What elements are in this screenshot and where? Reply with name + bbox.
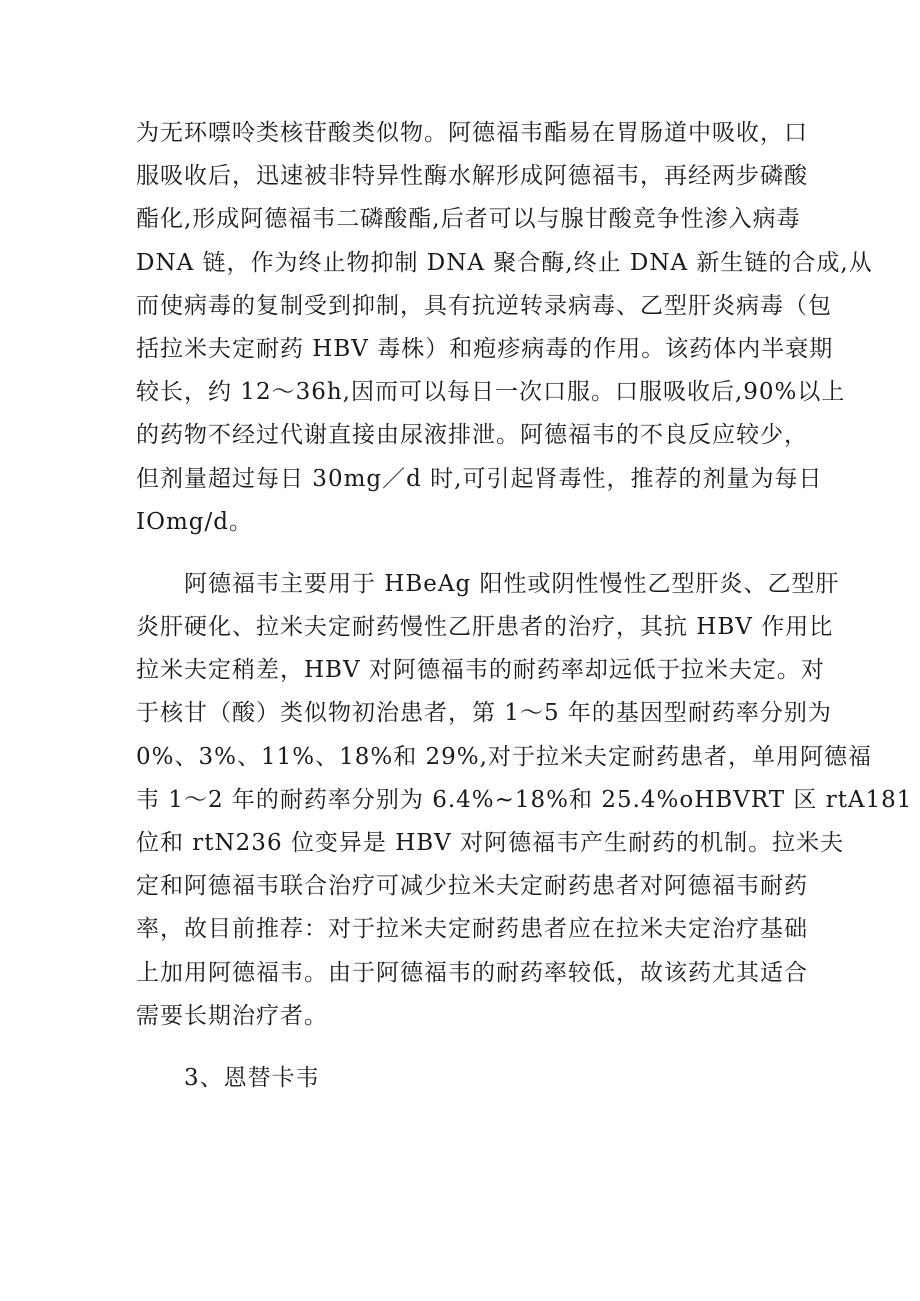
text-line: 位和 rtN236 位变异是 HBV 对阿德福韦产生耐药的机制。拉米夫 bbox=[136, 830, 845, 856]
text-line: 阿德福韦主要用于 HBeAg 阳性或阴性慢性乙型肝炎、乙型肝 bbox=[184, 570, 840, 597]
text-line: DNA 链，作为终止物抑制 DNA 聚合酶,终止 DNA 新生链的合成,从 bbox=[136, 249, 873, 276]
paragraph-spacer bbox=[136, 1038, 788, 1057]
text-line: 但剂量超过每日 30mg／d 时,可引起肾毒性，推荐的剂量为每日 bbox=[136, 465, 823, 492]
text-line: 率，故目前推荐：对于拉米夫定耐药患者应在拉米夫定治疗基础 bbox=[136, 916, 808, 943]
text-line: 上加用阿德福韦。由于阿德福韦的耐药率较低，故该药尤其适合 bbox=[136, 959, 808, 986]
text-line: 0%、3%、11%、18%和 29%,对于拉米夫定耐药患者，单用阿德福 bbox=[136, 743, 872, 770]
text-line: 服吸收后，迅速被非特异性酶水解形成阿德福韦，再经两步磷酸 bbox=[136, 163, 808, 190]
paragraph-spacer bbox=[136, 544, 788, 563]
text-line: 而使病毒的复制受到抑制，具有抗逆转录病毒、乙型肝炎病毒（包 bbox=[136, 292, 832, 319]
document-body bbox=[136, 112, 913, 1100]
text-line: 酯化,形成阿德福韦二磷酸酯,后者可以与腺甘酸竞争性渗入病毒 bbox=[136, 206, 801, 233]
section-heading: 3、恩替卡韦 bbox=[184, 1064, 320, 1091]
text-line: 为无环嘌呤类核苷酸类似物。阿德福韦酯易在胃肠道中吸收，口 bbox=[136, 120, 808, 146]
text-line: 括拉米夫定耐药 HBV 毒株）和疱疹病毒的作用。该药体内半衰期 bbox=[136, 335, 834, 362]
text-line: 炎肝硬化、拉米夫定耐药慢性乙肝患者的治疗，其抗 HBV 作用比 bbox=[136, 614, 834, 641]
paragraph-adefovir-pharmacology bbox=[136, 112, 873, 544]
text-line: 需要长期治疗者。 bbox=[136, 1002, 328, 1029]
paragraph-adefovir-indications bbox=[136, 563, 913, 1038]
text-line: 拉米夫定稍差，HBV 对阿德福韦的耐药率却远低于拉米夫定。对 bbox=[136, 657, 825, 684]
text-line: 定和阿德福韦联合治疗可减少拉米夫定耐药患者对阿德福韦耐药 bbox=[136, 873, 808, 900]
text-line: 于核甘（酸）类似物初治患者，第 1～5 年的基因型耐药率分别为 bbox=[136, 700, 832, 727]
text-line: 的药物不经过代谢直接由尿液排泄。阿德福韦的不良反应较少， bbox=[136, 422, 808, 449]
text-line: 韦 1～2 年的耐药率分别为 6.4%~18%和 25.4%oHBVRT 区 rtA181 bbox=[136, 786, 913, 813]
text-line: IOmg/d。 bbox=[136, 508, 253, 535]
text-line: 较长，约 12～36h,因而可以每日一次口服。口服吸收后,90%以上 bbox=[136, 379, 846, 406]
